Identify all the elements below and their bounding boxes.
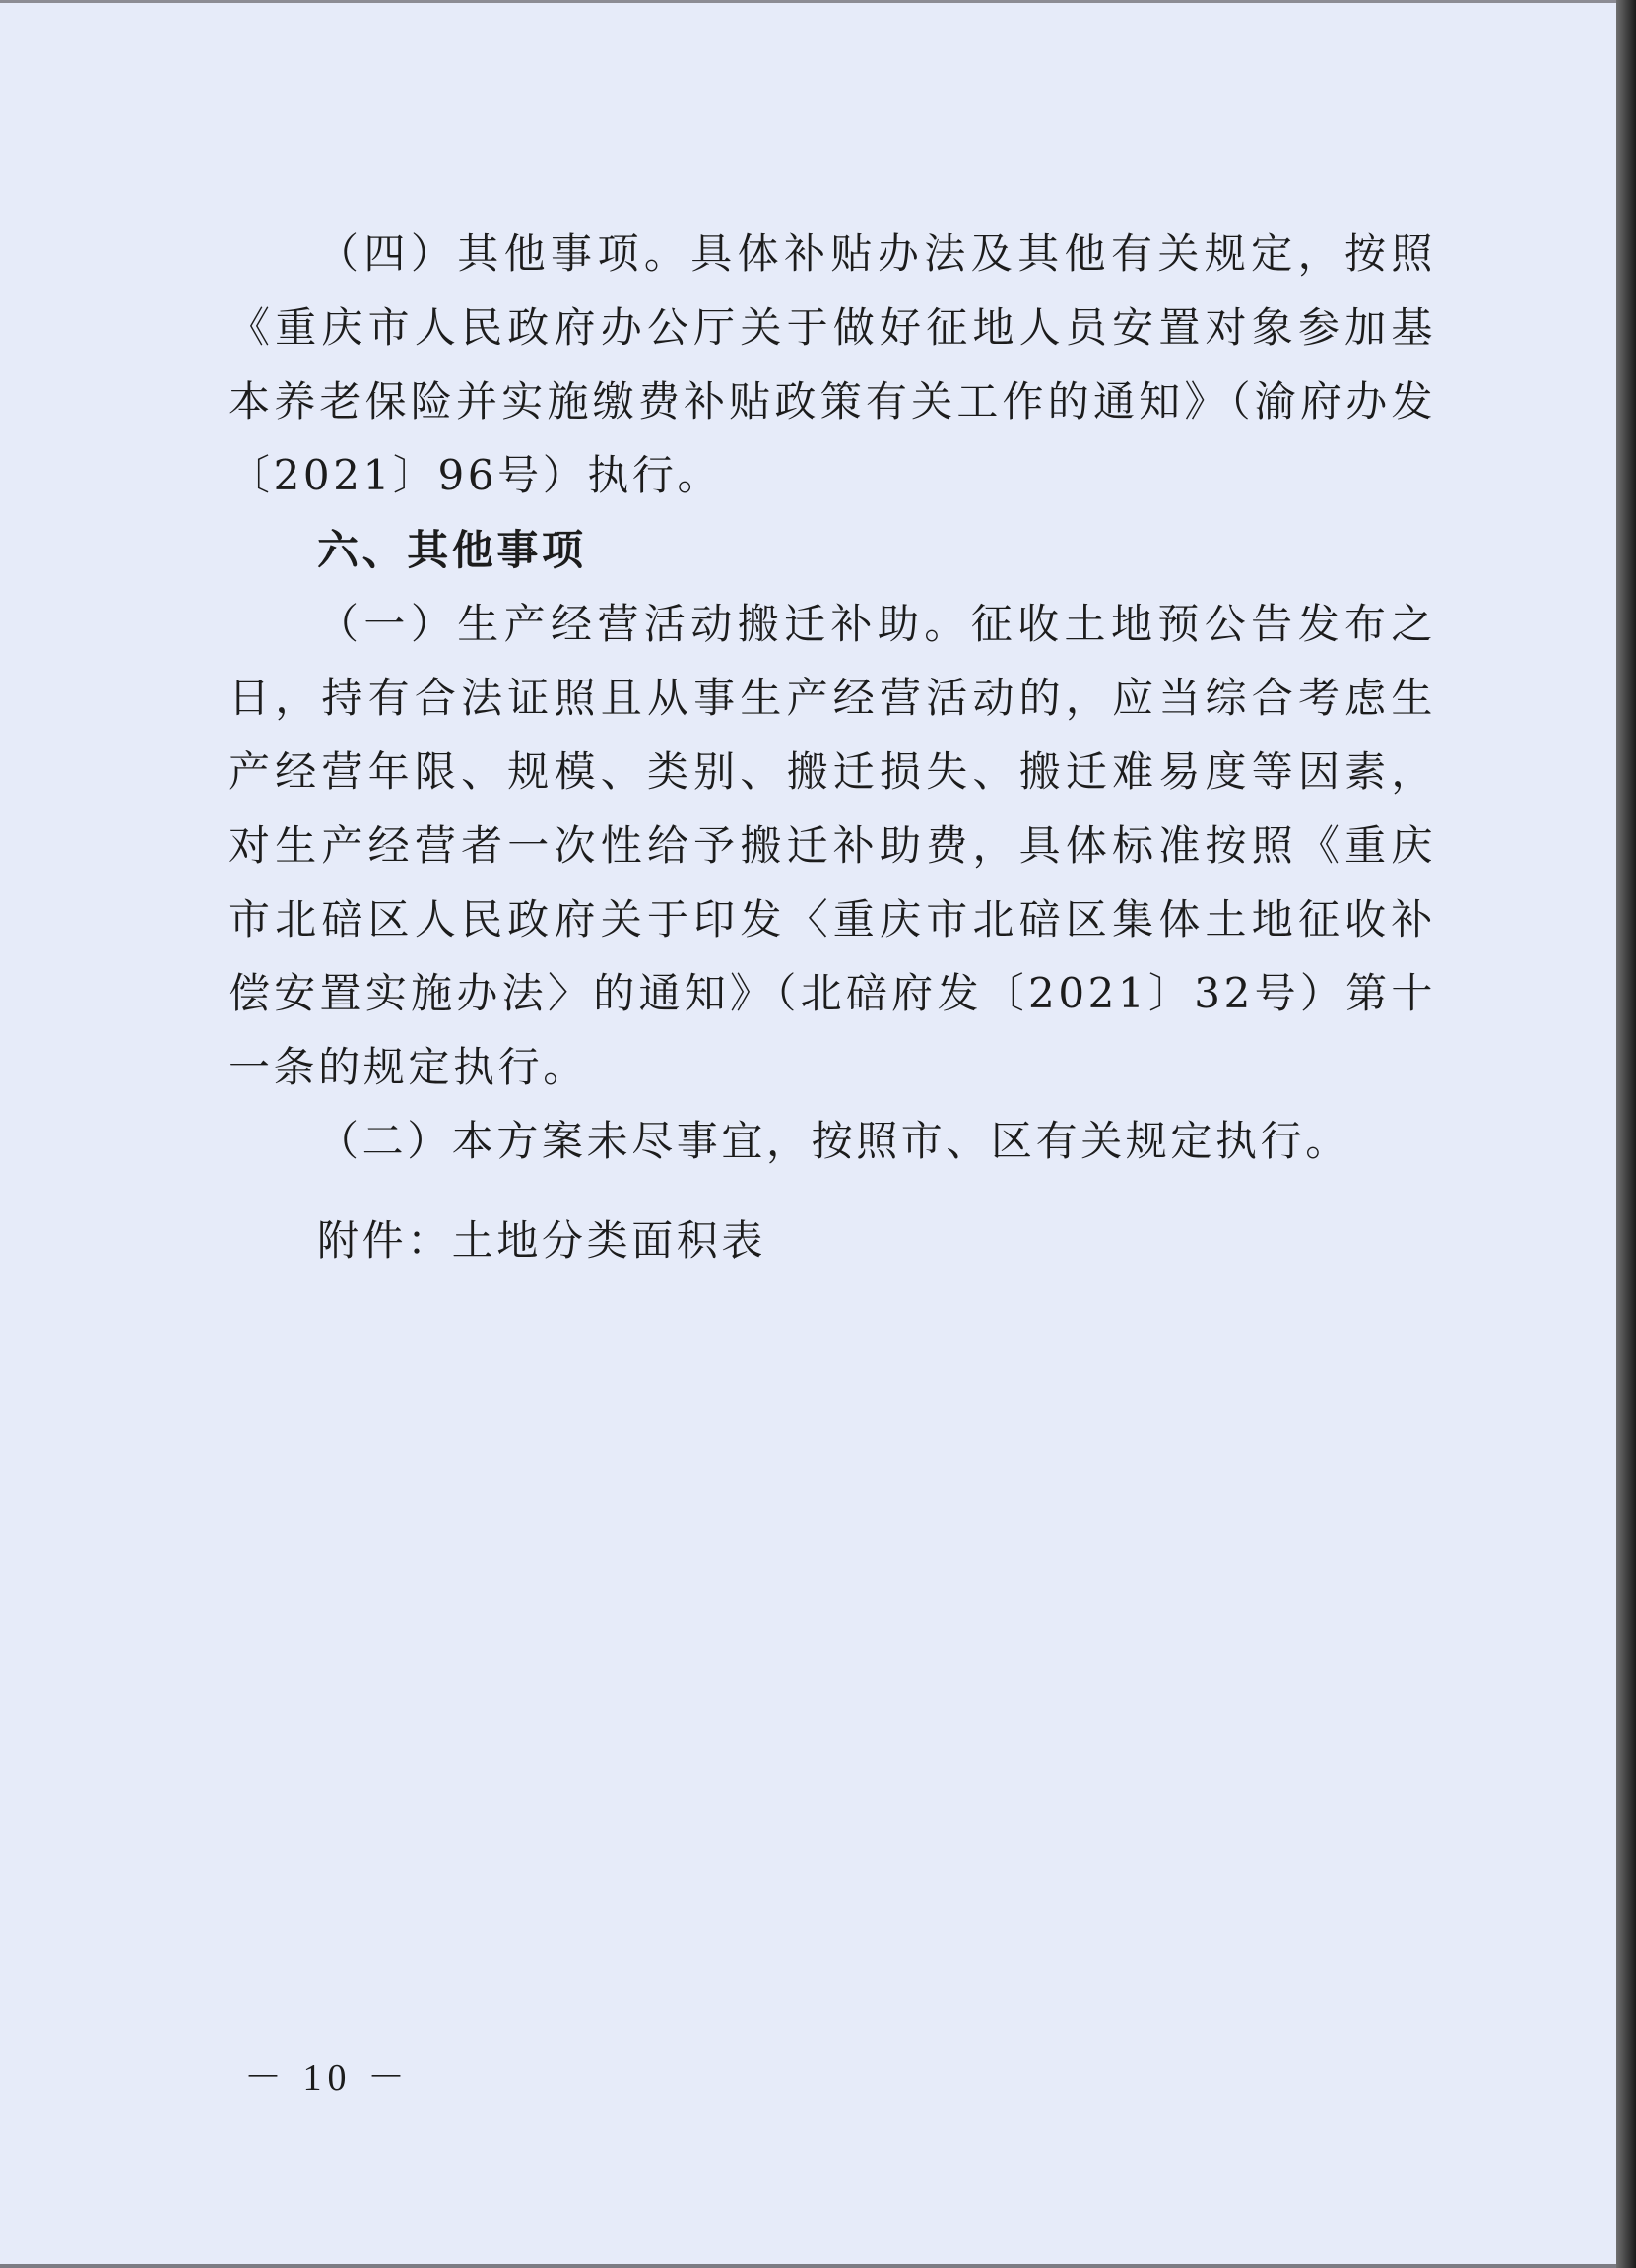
page-number: － 10 －: [244, 2057, 412, 2099]
paragraph-four-other-matters: （四）其他事项。具体补贴办法及其他有关规定，按照《重庆市人民政府办公厅关于做好征地人员安置对象参加基本养老保险并实施缴费补贴政策有关工作的通知》（渝府办发〔2021〕96号）执行。: [229, 229, 1436, 499]
scan-edge-bottom: [0, 2264, 1616, 2268]
scan-edge-top: [0, 0, 1616, 3]
paragraph-two-remaining-matters: （二）本方案未尽事宜，按照市、区有关规定执行。: [317, 1117, 1350, 1165]
document-body: [229, 217, 1436, 1178]
attachment-line: 附件：土地分类面积表: [317, 1216, 767, 1264]
paragraph-one-relocation-subsidy: （一）生产经营活动搬迁补助。征收土地预公告发布之日，持有合法证照且从事生产经营活动的，应当综合考虑生产经营年限、规模、类别、搬迁损失、搬迁难易度等因素，对生产经营者一次性给予搬迁补助费，具体标准按照《重庆市北碚区人民政府关于印发〈重庆市北碚区集体土地征收补偿安置实施办法〉的通知》（北碚府发〔2021〕32号）第十一条的规定执行。: [229, 600, 1436, 1091]
scan-edge-right: [1616, 0, 1636, 2268]
section-heading-six: 六、其他事项: [317, 526, 587, 574]
